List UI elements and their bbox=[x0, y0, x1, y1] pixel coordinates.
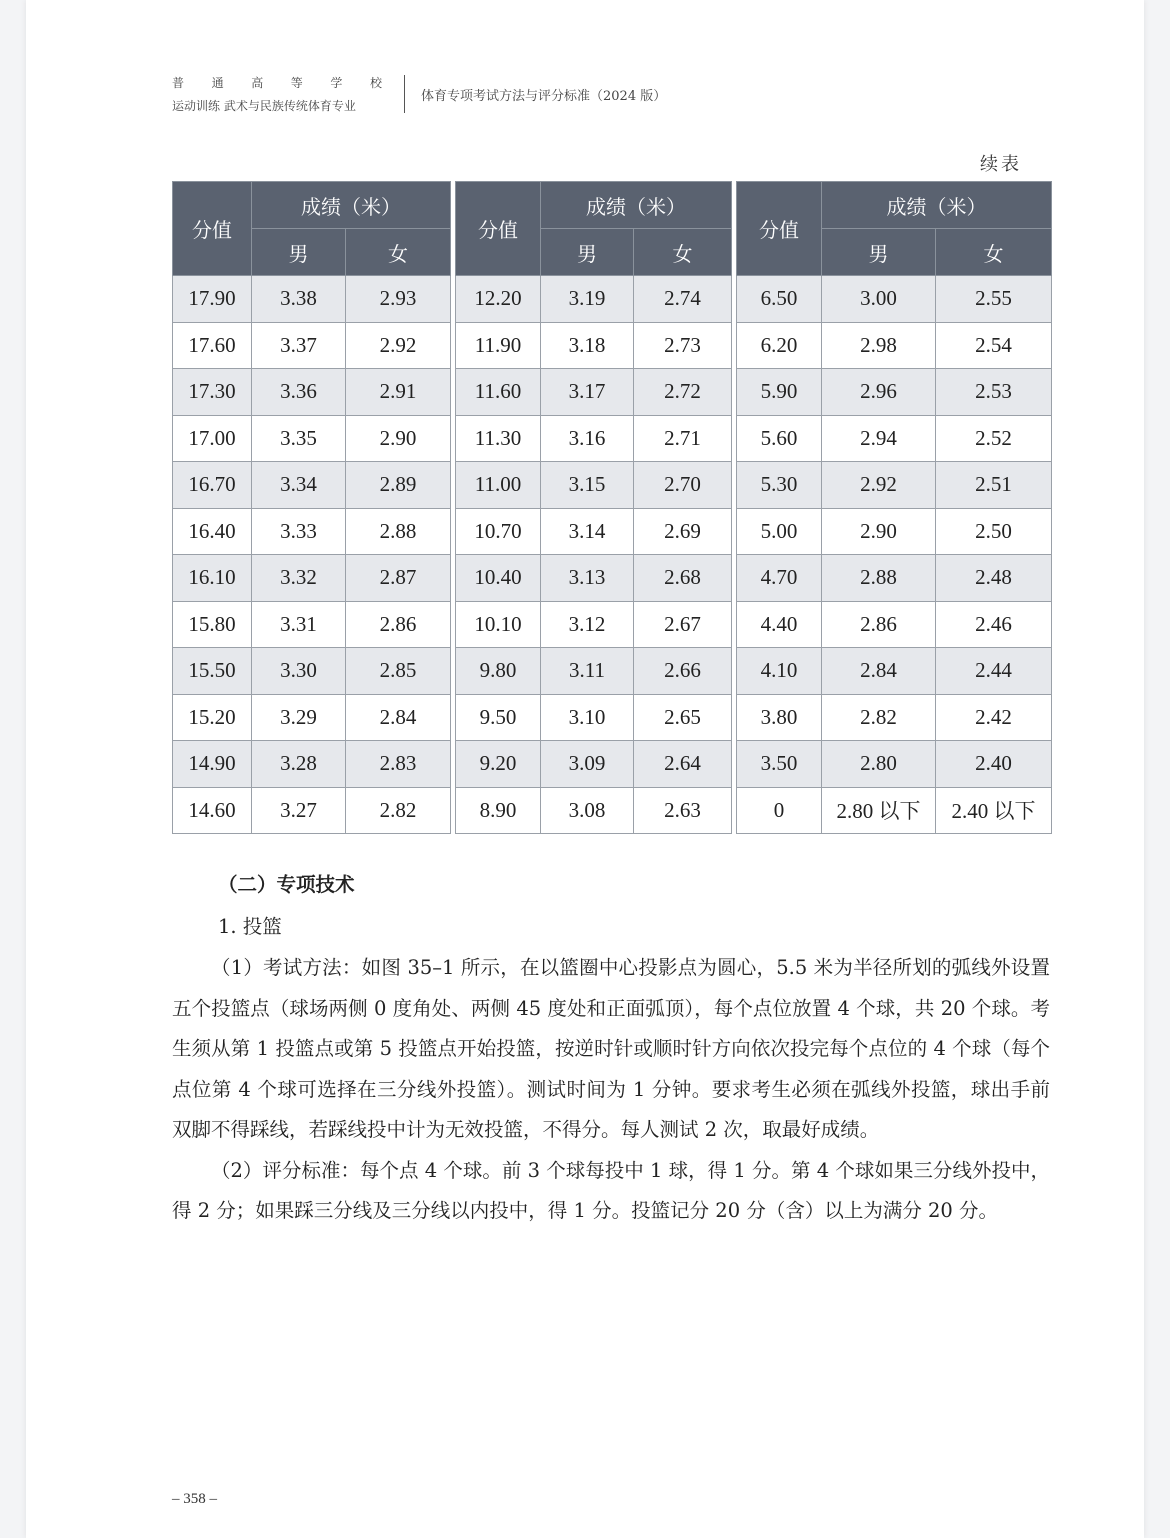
cell-male: 2.86 bbox=[822, 601, 936, 648]
paragraph-test-method: （1）考试方法：如图 35–1 所示，在以篮圈中心投影点为圆心，5.5 米为半径所划的弧线外设置五个投篮点（球场两侧 0 度角处、两侧 45 度处和正面弧顶），每个点位放置 4 个球，共 20 个球。考生须从第 1 投篮点或第 5 投篮点开始投篮，按逆时针或顺时针方向依次投完每个点位的 4 个球（每个点位第 4 个球可选择在三分线外投篮）。测试时间为 1 分钟。要求考生必须在弧线外投篮，球出手前双脚不得踩线，若踩线投中计为无效投篮，不得分。每人测试 2 次，取最好成绩。 bbox=[172, 956, 1050, 1141]
cell-male: 2.80 bbox=[822, 741, 936, 788]
cell-male: 3.17 bbox=[541, 369, 634, 416]
table-row bbox=[737, 787, 1052, 834]
continued-label: 续表 bbox=[980, 154, 1022, 175]
cell-score: 16.70 bbox=[173, 462, 252, 509]
cell-female: 2.84 bbox=[346, 694, 451, 741]
cell-female: 2.72 bbox=[634, 369, 732, 416]
cell-score: 16.10 bbox=[173, 555, 252, 602]
cell-female: 2.48 bbox=[936, 555, 1052, 602]
cell-male: 3.19 bbox=[541, 276, 634, 323]
cell-female: 2.54 bbox=[936, 322, 1052, 369]
item-title: 1. 投篮 bbox=[218, 915, 282, 938]
cell-female: 2.50 bbox=[936, 508, 1052, 555]
cell-female: 2.53 bbox=[936, 369, 1052, 416]
cell-score: 9.50 bbox=[456, 694, 541, 741]
table-row bbox=[737, 694, 1052, 741]
cell-score: 10.40 bbox=[456, 555, 541, 602]
score-table-3 bbox=[736, 181, 1052, 834]
table-row bbox=[737, 462, 1052, 509]
header-male: 男 bbox=[252, 229, 346, 276]
cell-male: 3.30 bbox=[252, 648, 346, 695]
cell-female: 2.89 bbox=[346, 462, 451, 509]
table-row bbox=[456, 369, 732, 416]
table-row bbox=[737, 322, 1052, 369]
table-row bbox=[173, 694, 451, 741]
cell-male: 3.29 bbox=[252, 694, 346, 741]
cell-male: 3.09 bbox=[541, 741, 634, 788]
cell-male: 2.80 以下 bbox=[822, 787, 936, 834]
header-score: 分值 bbox=[173, 182, 252, 276]
header-series-char: 高 bbox=[251, 76, 264, 90]
table-row bbox=[173, 276, 451, 323]
body-text bbox=[172, 872, 1050, 1232]
cell-female: 2.66 bbox=[634, 648, 732, 695]
cell-score: 4.10 bbox=[737, 648, 822, 695]
cell-male: 3.33 bbox=[252, 508, 346, 555]
cell-male: 2.96 bbox=[822, 369, 936, 416]
cell-female: 2.68 bbox=[634, 555, 732, 602]
table-row bbox=[456, 508, 732, 555]
cell-male: 3.13 bbox=[541, 555, 634, 602]
cell-score: 6.20 bbox=[737, 322, 822, 369]
cell-male: 2.98 bbox=[822, 322, 936, 369]
cell-score: 17.90 bbox=[173, 276, 252, 323]
cell-female: 2.87 bbox=[346, 555, 451, 602]
header-score: 分值 bbox=[456, 182, 541, 276]
table-row bbox=[173, 787, 451, 834]
cell-male: 3.11 bbox=[541, 648, 634, 695]
table-row bbox=[456, 415, 732, 462]
cell-female: 2.51 bbox=[936, 462, 1052, 509]
cell-male: 3.27 bbox=[252, 787, 346, 834]
cell-female: 2.90 bbox=[346, 415, 451, 462]
table-row bbox=[173, 741, 451, 788]
cell-female: 2.71 bbox=[634, 415, 732, 462]
header-major: 运动训练 武术与民族传统体育专业 bbox=[172, 99, 356, 113]
table-row bbox=[456, 741, 732, 788]
cell-male: 2.88 bbox=[822, 555, 936, 602]
table-body bbox=[173, 276, 451, 834]
header-result: 成绩（米） bbox=[252, 182, 451, 229]
cell-female: 2.86 bbox=[346, 601, 451, 648]
section-title: （二）专项技术 bbox=[218, 873, 355, 896]
cell-score: 3.50 bbox=[737, 741, 822, 788]
header-result: 成绩（米） bbox=[822, 182, 1052, 229]
table-row bbox=[456, 276, 732, 323]
cell-score: 5.90 bbox=[737, 369, 822, 416]
cell-male: 2.82 bbox=[822, 694, 936, 741]
cell-female: 2.42 bbox=[936, 694, 1052, 741]
cell-male: 3.08 bbox=[541, 787, 634, 834]
cell-male: 3.12 bbox=[541, 601, 634, 648]
cell-female: 2.52 bbox=[936, 415, 1052, 462]
table-row bbox=[456, 555, 732, 602]
cell-score: 9.80 bbox=[456, 648, 541, 695]
cell-female: 2.73 bbox=[634, 322, 732, 369]
cell-female: 2.55 bbox=[936, 276, 1052, 323]
cell-score: 6.50 bbox=[737, 276, 822, 323]
cell-male: 3.35 bbox=[252, 415, 346, 462]
table-row bbox=[456, 462, 732, 509]
header-series-char: 通 bbox=[211, 76, 224, 90]
header-result: 成绩（米） bbox=[541, 182, 732, 229]
cell-score: 14.90 bbox=[173, 741, 252, 788]
cell-female: 2.83 bbox=[346, 741, 451, 788]
cell-male: 2.90 bbox=[822, 508, 936, 555]
cell-score: 15.20 bbox=[173, 694, 252, 741]
cell-score: 11.60 bbox=[456, 369, 541, 416]
cell-score: 15.80 bbox=[173, 601, 252, 648]
cell-score: 17.60 bbox=[173, 322, 252, 369]
cell-male: 3.16 bbox=[541, 415, 634, 462]
cell-female: 2.91 bbox=[346, 369, 451, 416]
table-row bbox=[456, 322, 732, 369]
header-divider bbox=[404, 75, 405, 113]
score-table-1 bbox=[172, 181, 451, 834]
table-row bbox=[737, 508, 1052, 555]
running-header bbox=[172, 74, 666, 114]
table-row bbox=[456, 601, 732, 648]
cell-score: 5.60 bbox=[737, 415, 822, 462]
table-row bbox=[173, 648, 451, 695]
cell-male: 2.92 bbox=[822, 462, 936, 509]
table-row bbox=[737, 415, 1052, 462]
cell-female: 2.69 bbox=[634, 508, 732, 555]
header-series-char: 校 bbox=[369, 76, 382, 90]
table-row bbox=[456, 648, 732, 695]
cell-score: 10.10 bbox=[456, 601, 541, 648]
cell-score: 11.00 bbox=[456, 462, 541, 509]
cell-male: 2.84 bbox=[822, 648, 936, 695]
cell-score: 17.30 bbox=[173, 369, 252, 416]
cell-female: 2.64 bbox=[634, 741, 732, 788]
cell-male: 3.15 bbox=[541, 462, 634, 509]
header-book-title: 体育专项考试方法与评分标准（2024 版） bbox=[421, 88, 667, 104]
cell-score: 5.30 bbox=[737, 462, 822, 509]
cell-male: 3.28 bbox=[252, 741, 346, 788]
table-row bbox=[173, 508, 451, 555]
cell-male: 3.38 bbox=[252, 276, 346, 323]
cell-male: 3.31 bbox=[252, 601, 346, 648]
cell-score: 4.70 bbox=[737, 555, 822, 602]
header-score: 分值 bbox=[737, 182, 822, 276]
cell-score: 16.40 bbox=[173, 508, 252, 555]
cell-female: 2.40 以下 bbox=[936, 787, 1052, 834]
cell-male: 3.36 bbox=[252, 369, 346, 416]
cell-male: 3.37 bbox=[252, 322, 346, 369]
paragraph-scoring: （2）评分标准：每个点 4 个球。前 3 个球每投中 1 球，得 1 分。第 4 个球如果三分线外投中，得 2 分；如果踩三分线及三分线以内投中，得 1 分。投篮记分 20 分（含）以上为满分 20 分。 bbox=[172, 1158, 1050, 1222]
cell-female: 2.44 bbox=[936, 648, 1052, 695]
header-series bbox=[172, 74, 382, 91]
cell-score: 15.50 bbox=[173, 648, 252, 695]
cell-female: 2.74 bbox=[634, 276, 732, 323]
header-series-char: 等 bbox=[290, 76, 303, 90]
cell-female: 2.63 bbox=[634, 787, 732, 834]
table-row bbox=[173, 555, 451, 602]
cell-score: 11.30 bbox=[456, 415, 541, 462]
document-page bbox=[26, 0, 1144, 1538]
table-body bbox=[737, 276, 1052, 834]
table-row bbox=[737, 648, 1052, 695]
cell-score: 9.20 bbox=[456, 741, 541, 788]
cell-male: 3.10 bbox=[541, 694, 634, 741]
cell-male: 3.32 bbox=[252, 555, 346, 602]
header-male: 男 bbox=[541, 229, 634, 276]
table-row bbox=[456, 694, 732, 741]
cell-female: 2.46 bbox=[936, 601, 1052, 648]
cell-male: 3.18 bbox=[541, 322, 634, 369]
cell-male: 3.34 bbox=[252, 462, 346, 509]
cell-score: 8.90 bbox=[456, 787, 541, 834]
table-row bbox=[737, 601, 1052, 648]
cell-score: 4.40 bbox=[737, 601, 822, 648]
cell-female: 2.82 bbox=[346, 787, 451, 834]
table-row bbox=[737, 369, 1052, 416]
cell-female: 2.65 bbox=[634, 694, 732, 741]
cell-female: 2.85 bbox=[346, 648, 451, 695]
table-row bbox=[173, 462, 451, 509]
header-male: 男 bbox=[822, 229, 936, 276]
cell-male: 3.14 bbox=[541, 508, 634, 555]
header-female: 女 bbox=[634, 229, 732, 276]
cell-score: 14.60 bbox=[173, 787, 252, 834]
table-body bbox=[456, 276, 732, 834]
table-row bbox=[173, 415, 451, 462]
cell-score: 5.00 bbox=[737, 508, 822, 555]
table-row bbox=[737, 276, 1052, 323]
cell-female: 2.67 bbox=[634, 601, 732, 648]
table-row bbox=[173, 601, 451, 648]
header-series-block bbox=[172, 74, 386, 114]
header-female: 女 bbox=[936, 229, 1052, 276]
cell-female: 2.88 bbox=[346, 508, 451, 555]
cell-female: 2.70 bbox=[634, 462, 732, 509]
cell-female: 2.92 bbox=[346, 322, 451, 369]
cell-score: 11.90 bbox=[456, 322, 541, 369]
header-series-char: 学 bbox=[330, 76, 343, 90]
cell-score: 10.70 bbox=[456, 508, 541, 555]
table-row bbox=[173, 322, 451, 369]
table-row bbox=[173, 369, 451, 416]
cell-score: 3.80 bbox=[737, 694, 822, 741]
cell-male: 2.94 bbox=[822, 415, 936, 462]
cell-score: 12.20 bbox=[456, 276, 541, 323]
cell-score: 0 bbox=[737, 787, 822, 834]
table-row bbox=[737, 555, 1052, 602]
header-female: 女 bbox=[346, 229, 451, 276]
header-series-char: 普 bbox=[172, 76, 185, 90]
cell-male: 3.00 bbox=[822, 276, 936, 323]
table-row bbox=[737, 741, 1052, 788]
cell-female: 2.93 bbox=[346, 276, 451, 323]
table-row bbox=[456, 787, 732, 834]
score-table-2 bbox=[455, 181, 732, 834]
cell-score: 17.00 bbox=[173, 415, 252, 462]
cell-female: 2.40 bbox=[936, 741, 1052, 788]
page-number: – 358 – bbox=[172, 1491, 217, 1507]
